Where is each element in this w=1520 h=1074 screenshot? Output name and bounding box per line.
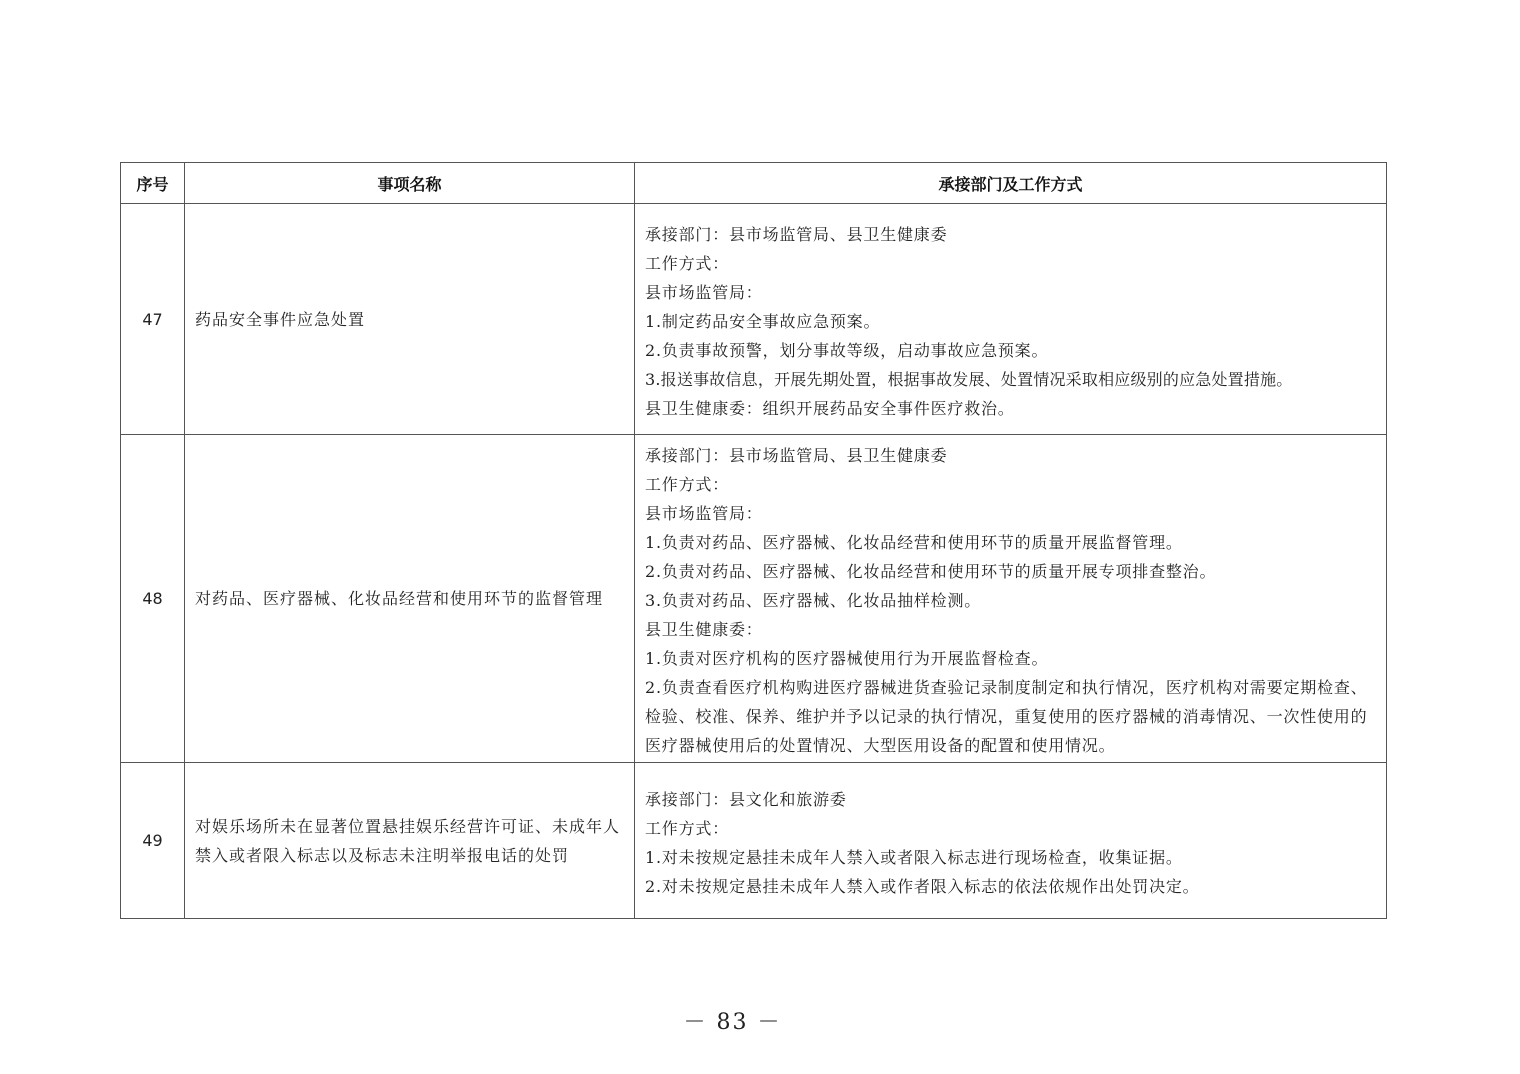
row-department-method <box>635 435 1387 763</box>
dept-line: 县市场监管局： <box>645 282 763 302</box>
dept-line: 县市场监管局： <box>645 504 763 523</box>
table-row <box>121 435 1387 763</box>
header-serial-number: 序号 <box>121 163 185 204</box>
dept-line: 1.制定药品安全事故应急预案。 <box>645 311 881 331</box>
dept-line: 承接部门：县市场监管局、县卫生健康委 <box>645 446 948 465</box>
dept-line: 工作方式： <box>645 253 730 273</box>
row-item-name: 对药品、医疗器械、化妆品经营和使用环节的监督管理 <box>185 435 635 763</box>
row-department-method <box>635 763 1387 919</box>
dept-line: 工作方式： <box>645 475 730 494</box>
row-serial-number: 47 <box>121 204 185 435</box>
row-serial-number: 48 <box>121 435 185 763</box>
dept-line: 3.报送事故信息，开展先期处置，根据事故发展、处置情况采取相应级别的应急处置措施。 <box>645 369 1293 389</box>
dept-line: 2.负责事故预警，划分事故等级，启动事故应急预案。 <box>645 340 1049 360</box>
table-header-row <box>121 163 1387 204</box>
dept-line: 3.负责对药品、医疗器械、化妆品抽样检测。 <box>645 591 982 610</box>
row-item-name: 对娱乐场所未在显著位置悬挂娱乐经营许可证、未成年人禁入或者限入标志以及标志未注明举报电话的处罚 <box>185 763 635 919</box>
dept-line: 2.对未按规定悬挂未成年人禁入或作者限入标志的依法依规作出处罚决定。 <box>645 876 1200 896</box>
row-department-method <box>635 204 1387 435</box>
page-number: － 83 － <box>683 1010 782 1035</box>
dept-line: 县卫生健康委： <box>645 620 763 639</box>
row-item-name: 药品安全事件应急处置 <box>185 204 635 435</box>
dept-line: 承接部门：县市场监管局、县卫生健康委 <box>645 224 948 244</box>
header-item-name: 事项名称 <box>185 163 635 204</box>
dept-line: 2.负责对药品、医疗器械、化妆品经营和使用环节的质量开展专项排查整治。 <box>645 562 1217 581</box>
dept-line: 1.对未按规定悬挂未成年人禁入或者限入标志进行现场检查，收集证据。 <box>645 847 1183 867</box>
dept-paragraph: 2.负责查看医疗机构购进医疗器械进货查验记录制度制定和执行情况，医疗机构对需要定期检查、检验、校准、保养、维护并予以记录的执行情况，重复使用的医疗器械的消毒情况、一次性使用的医疗器械使用后的处置情况、大型医用设备的配置和使用情况。 <box>645 678 1368 755</box>
dept-line: 1.负责对医疗机构的医疗器械使用行为开展监督检查。 <box>645 649 1049 668</box>
row-serial-number: 49 <box>121 763 185 919</box>
table-row <box>121 763 1387 919</box>
header-department-method: 承接部门及工作方式 <box>635 163 1387 204</box>
dept-line: 县卫生健康委：组织开展药品安全事件医疗救治。 <box>645 398 1015 418</box>
table-row <box>121 204 1387 435</box>
dept-line: 工作方式： <box>645 818 730 838</box>
responsibility-table <box>120 162 1387 919</box>
dept-line: 承接部门：县文化和旅游委 <box>645 789 847 809</box>
dept-line: 1.负责对药品、医疗器械、化妆品经营和使用环节的质量开展监督管理。 <box>645 533 1183 552</box>
